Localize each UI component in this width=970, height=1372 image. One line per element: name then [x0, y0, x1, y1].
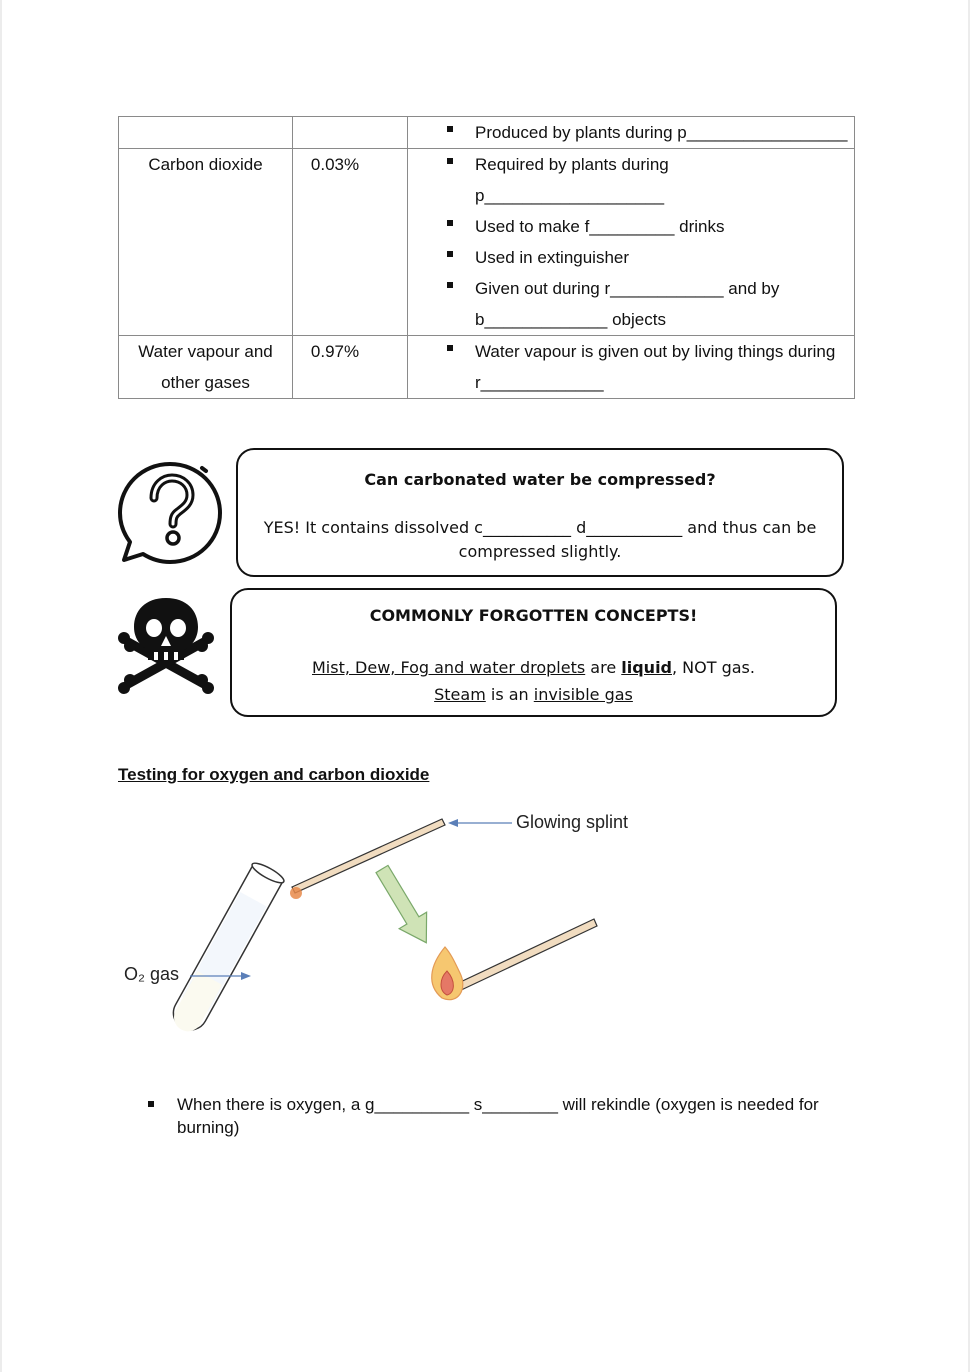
list-item: Required by plants during p___________________ [446, 149, 848, 211]
concept-subject: Mist, Dew, Fog and water droplets [312, 658, 586, 677]
concept-line-steam [242, 681, 825, 708]
list-item: Given out during r____________ and by b_____________ objects [446, 273, 848, 335]
callout-body: YES! It contains dissolved c___________ d____________ and thus can be compressed slightly. [263, 518, 817, 561]
table-row [119, 117, 855, 149]
oxygen-gas-label: O₂ gas [124, 964, 180, 984]
concept-verb: is an [485, 685, 534, 704]
list-item: Used in extinguisher [446, 242, 848, 273]
glowing-splint-diagram [112, 805, 672, 1070]
table-row [119, 149, 855, 336]
forgotten-concepts-callout [230, 588, 837, 717]
gas-cell [119, 117, 293, 149]
list-item: Water vapour is given out by living things during r_____________ [446, 336, 848, 398]
uses-cell [408, 149, 855, 336]
callout-title: COMMONLY FORGOTTEN CONCEPTS! [369, 606, 698, 625]
uses-cell [408, 117, 855, 149]
flame [432, 947, 463, 1000]
gas-cell: Water vapour and other gases [119, 336, 293, 399]
glowing-splint [290, 819, 445, 899]
concept-state: invisible gas [533, 685, 633, 704]
concept-state: liquid [621, 658, 672, 677]
concept-rest: , NOT gas. [672, 658, 755, 677]
concept-verb: are [585, 658, 622, 677]
glowing-splint-label: Glowing splint [516, 812, 629, 832]
carbonated-water-callout [236, 448, 844, 577]
section-title: Testing for oxygen and carbon dioxide [118, 765, 430, 784]
list-item: Produced by plants during p_________________ [446, 117, 848, 148]
list-item [148, 1093, 848, 1139]
callout-title: Can carbonated water be compressed? [364, 470, 716, 489]
uses-cell [408, 336, 855, 399]
concept-line-liquid [242, 654, 825, 681]
speech-bubble-question-icon [116, 458, 224, 566]
skull-crossbones-icon [114, 594, 218, 694]
list-item: Used to make f_________ drinks [446, 211, 848, 242]
gas-cell: Carbon dioxide [119, 149, 293, 336]
table-row [119, 336, 855, 399]
percent-cell: 0.03% [293, 149, 408, 336]
bullet-square-icon [148, 1101, 154, 1107]
callout-body [242, 654, 825, 708]
reaction-arrow [368, 861, 440, 951]
bullet-text: When there is oxygen, a g__________ s________ will rekindle (oxygen is needed for burning) [177, 1095, 819, 1137]
percent-cell [293, 117, 408, 149]
concept-subject: Steam [434, 685, 486, 704]
air-composition-table [118, 116, 855, 399]
percent-cell: 0.97% [293, 336, 408, 399]
test-tube [165, 860, 286, 1038]
